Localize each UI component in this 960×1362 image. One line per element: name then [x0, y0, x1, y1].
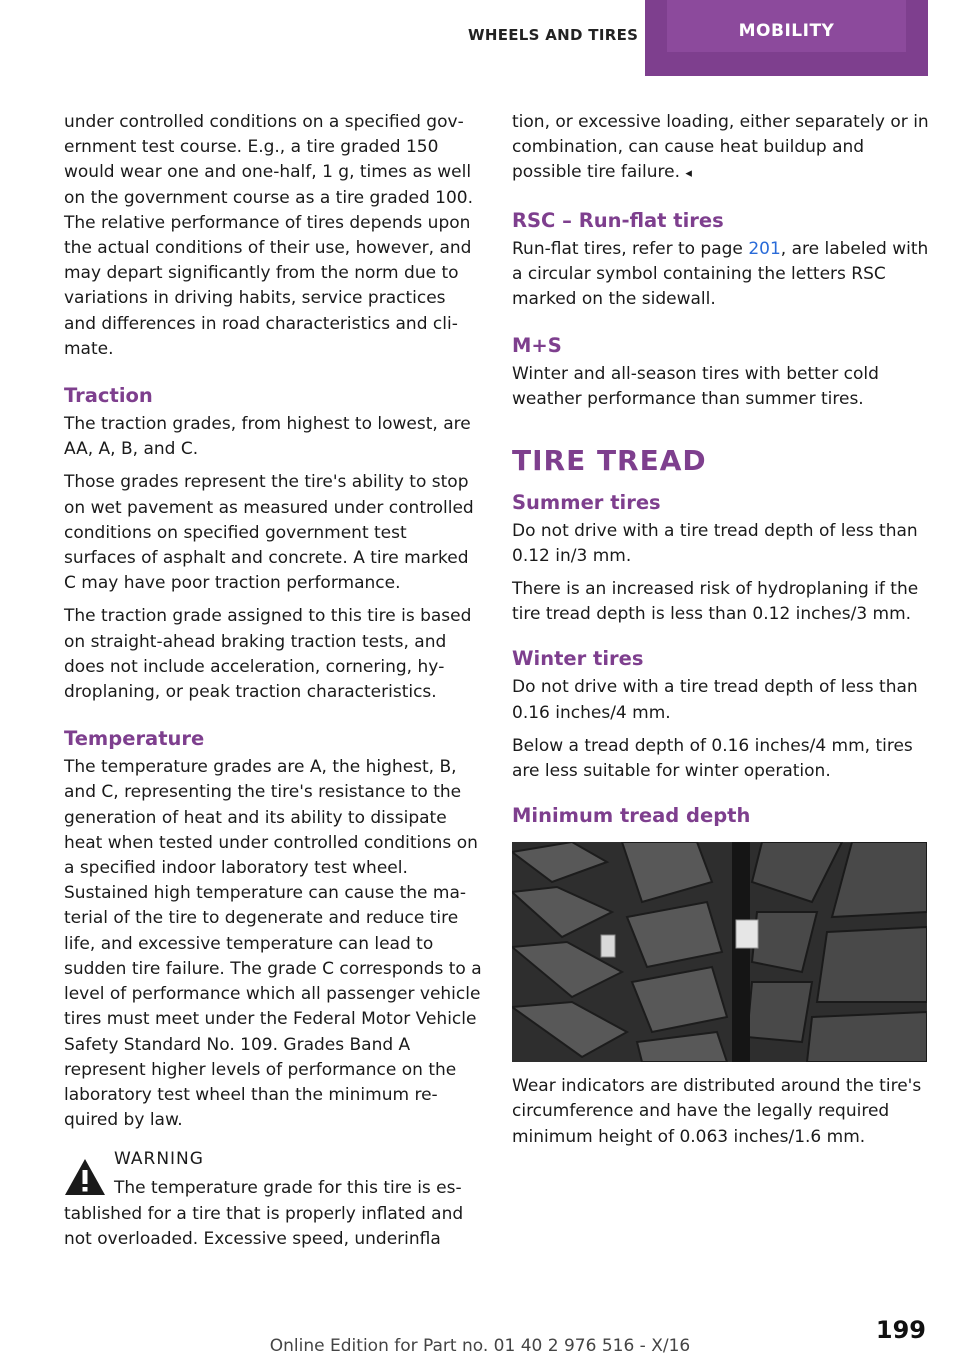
winter-tires-heading: Winter tires [512, 647, 644, 671]
end-mark: ◂ [685, 166, 692, 182]
paragraph: under controlled conditions on a specified government test course. E.g., a tire graded 150 would wear one and one-half, 1 g, times as well on the government course as a tire graded 100. The relative performance of tires depends upon the actual conditions of their use, however, and may depart significantly from the norm due to variations in driving habits, service practices and differences in road characteristics and climate. [64, 112, 474, 359]
left-column [64, 110, 482, 1260]
summer-tires-heading: Summer tires [512, 490, 661, 514]
warning-icon [64, 1157, 106, 1197]
rsc-heading: RSC – Run-flat tires [512, 208, 724, 232]
rsc-text-after: , are labeled with a circular symbol containing the letters RSC marked on the sidewall. [512, 238, 929, 310]
paragraph [512, 237, 930, 313]
temperature-heading: Temperature [64, 727, 205, 751]
paragraph: Winter and all-season tires with better cold weather performance than summer tires. [512, 364, 879, 410]
paragraph: The temperature grades are A, the highest, B, and C, representing the tire's resistance to the generation of heat and its ability to dissipate heat when tested under controlled conditions on a specified indoor laboratory test wheel. Sustained high temperature can cause the material of the tire to degenerate and reduce tire life, and excessive temperature can lead to sudden tire failure. The grade C corresponds to a level of performance which all passenger vehicle tires must meet under the Federal Motor Vehicle Safety Standard No. 109. Grades Band A represent higher levels of performance on the laboratory test wheel than the minimum required by law. [64, 757, 482, 1131]
paragraph: Do not drive with a tire tread depth of less than 0.12 in/3 mm. [512, 520, 918, 566]
paragraph-text: tion, or excessive loading, either separately or in combination, can cause heat buildup and possible tire failure. [512, 112, 929, 183]
tire-tread-photo [512, 842, 927, 1062]
footer: Online Edition for Part no. 01 40 2 976 516 - X/16 [269, 1336, 691, 1356]
warning-box [64, 1147, 482, 1172]
warning-text: The temperature grade for this tire is established for a tire that is properly inflated and not overloaded. Excessive speed, underinfla [64, 1178, 464, 1249]
ms-heading: M+S [512, 334, 562, 358]
header-section-title: WHEELS AND TIRES [468, 26, 639, 44]
page-link[interactable]: 201 [748, 238, 781, 259]
rsc-text-before: Run-flat tires, refer to page [512, 238, 749, 259]
warning-title: WARNING [114, 1149, 204, 1170]
tire-tread-heading: TIRE TREAD [512, 443, 707, 477]
header-chapter-tab [645, 0, 928, 76]
paragraph: Wear indicators are distributed around the tire's circumference and have the legally required minimum height of 0.063 inches/1.6 mm. [512, 1076, 922, 1147]
right-column [512, 110, 930, 1158]
minimum-tread-depth-heading: Minimum tread depth [512, 804, 751, 828]
paragraph: Do not drive with a tire tread depth of less than 0.16 inches/4 mm. [512, 677, 918, 723]
paragraph [512, 110, 930, 187]
traction-heading: Traction [64, 384, 153, 408]
paragraph: The traction grade assigned to this tire is based on straight-ahead braking traction tests, and does not include acceleration, cornering, hydroplaning, or peak traction characteristics. [64, 606, 472, 703]
paragraph: Below a tread depth of 0.16 inches/4 mm, tires are less suitable for winter operation. [512, 735, 913, 782]
paragraph: The traction grades, from highest to lowest, are AA, A, B, and C. [64, 414, 471, 460]
paragraph: There is an increased risk of hydroplaning if the tire tread depth is less than 0.12 inches/3 mm. [512, 579, 919, 625]
header-chapter-label: MOBILITY [738, 21, 835, 41]
page-number: 199 [875, 1316, 926, 1344]
paragraph: Those grades represent the tire's ability to stop on wet pavement as measured under controlled conditions on specified government test surfaces of asphalt and concrete. A tire marked C may have poor traction performance. [64, 472, 474, 594]
